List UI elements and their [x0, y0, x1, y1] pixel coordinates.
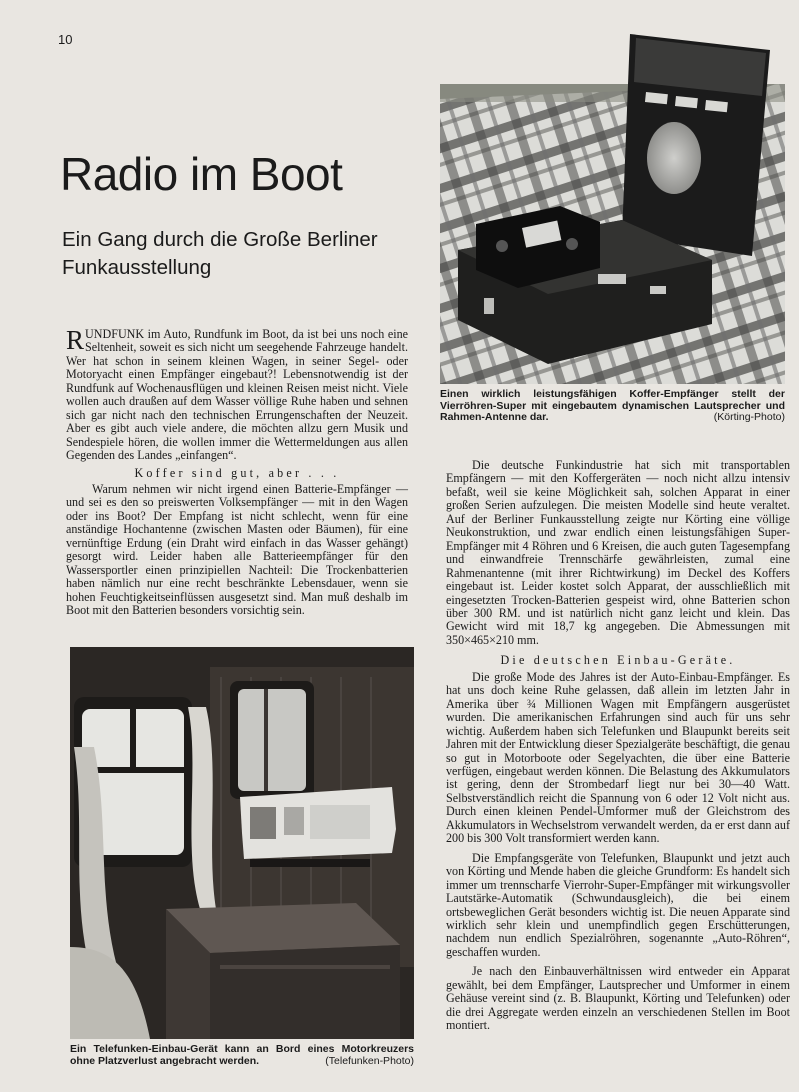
photo-bottom-credit: (Telefunken-Photo): [325, 1054, 414, 1067]
einbau-photo-illustration: [70, 647, 414, 1039]
intro-text: UNDFUNK im Auto, Rundfunk im Boot, da ist bei uns noch eine Seltenheit, soweit es sich nicht um seegehende Fahrzeuge handelt. Wer hat schon in seinem kleinen Wagen, in seiner Segel- oder Motoryacht einen Empfänger eingebaut?! Lebensnotwendig ist der Rundfunk auf Wochenausflügen und kleinen Reisen meist nicht. Viele wollen auch draußen auf dem Wasser völlige Ruhe haben und sehnen sich gar nicht nach den technischen Errungenschaften der Neuzeit. Aber es gibt auch viele andere, die möchten allzu gern Musik und Sendespiele hören, die wollen immer die Wettermeldungen aus allen Gegenden des Landes „einfangen“.: [66, 327, 408, 463]
photo-top-credit: (Körting-Photo): [713, 411, 785, 424]
section-heading-einbau: Die deutschen Einbau-Geräte.: [500, 653, 736, 668]
photo-bottom-caption-text: Ein Telefunken-Einbau-Gerät kann an Bord eines Motorkreuzers ohne Platzverlust angebracht werden.: [70, 1043, 414, 1067]
intro-paragraph: [66, 325, 408, 463]
einbauverhaeltnisse-paragraph: Je nach den Einbauverhältnissen wird entweder ein Apparat gewählt, bei dem Empfänger, Lautsprecher und Umformer in einem Gehäuse vereint sind (z. B. Blaupunkt, Körting und Telefunken) oder die drei Aggregate werden einzeln an verschiedenen Stellen im Boot montiert.: [446, 964, 790, 1033]
page-number: 10: [58, 32, 73, 47]
koffer-industry-paragraph: Die deutsche Funkindustrie hat sich mit transportablen Empfängern — mit den Koffergeräten — noch nicht allzu intensiv befaßt, weil sie keine Möglichkeit sah, solchen Apparat in einer großen Serien aufzulegen. Die meisten Modelle sind heute veraltet. Auf der Berliner Funkausstellung zeigte nur Körting eine völlige Neukonstruktion, und zwar endlich einen leistungsfähigen Super-Empfänger mit 4 Röhren und 6 Kreisen, die auch guten Tagesempfang und einwandfreie Trennschärfe gewährleisten, zumal eine Rahmenantenne (mit ihrer Richtwirkung) im Deckel des Koffers eingebaut ist. Leider kostet solch Apparat, der ausschließlich mit eingesetzten Trocken-Batterien gespeist wird, ohne Batterien schon über 300 RM. und ist natürlich nicht ganz leicht und klein. Das Gewicht wird mit 18,7 kg angegeben. Die Abmessungen mit 350×465×210 mm.: [446, 458, 790, 647]
empfangsgeraete-paragraph: Die Empfangsgeräte von Telefunken, Blaupunkt und jetzt auch von Körting und Mende haben die gleiche Grundform: Es handelt sich immer um trennscharfe Vierrohr-Super-Empfänger mit wirkungsvoller Lautstärke-Automatik (Schwundausgleich), die bei einem ortsbeweglichen Gerät besonders wichtig ist. Die neuen Apparate sind wirklich sehr klein und unempfindlich gegen Erschütterungen, nachdem nun endlich Spezialröhren, sogenannte „Auto-Röhren“, geschaffen wurden.: [446, 850, 790, 959]
photo-bottom-caption: [70, 1044, 414, 1067]
article-subtitle: Ein Gang durch die Große Berliner Funkausstellung: [62, 228, 378, 279]
photo-top-caption-text: Einen wirklich leistungsfähigen Koffer-Empfänger stellt der Vierröhren-Super mit eingebautem dynamischen Lautsprecher und Rahmen-Antenne dar.: [440, 388, 785, 424]
photo-top-caption: [440, 389, 785, 424]
section-heading-koffer: Koffer sind gut, aber . . .: [134, 465, 340, 480]
koffer-photo-illustration: [440, 24, 785, 384]
batterie-paragraph: Warum nehmen wir nicht irgend einen Batterie-Empfänger — und sei es den so preiswerten Volksempfänger — mit in den Wagen oder ins Boot? Der Empfang ist nicht schlecht, wenn für eine anständige Hochantenne (zwischen Masten oder Bäumen), für eine vernünftige Erdung (ein Draht wird einfach in das Wasser gehängt) gesorgt wird. Leider haben alle Batterieempfänger für den Wassersportler einen prinzipiellen Nachteil: Die Trockenbatterien haben nämlich nur eine recht beschränkte Lebensdauer, wenn sie hohen Feuchtigkeitseinflüssen ausgesetzt sind. Man muß deshalb im Boot mit den Batterien besonders vorsichtig sein.: [66, 481, 408, 618]
photo-einbau-geraet: [70, 647, 414, 1039]
right-column: [446, 459, 790, 1033]
article-title: Radio im Boot: [60, 148, 343, 200]
auto-einbau-paragraph: Die große Mode des Jahres ist der Auto-Einbau-Empfänger. Es hat uns doch keine Ruhe gelassen, daß allein im letzten Jahr in Amerika über ¾ Millionen Wagen mit Empfängern ausgerüstet wurden. Die amerikanischen Erfahrungen sind auch für uns sehr wichtig. Außerdem haben sich Telefunken und Blaupunkt bereits seit Jahren mit der Entwicklung dieser Spezialgeräte beschäftigt, die genau so gut in Motorboote oder Segelyachten, die über eine Batterie verfügen, eingebaut werden können. Die Belastung des Akkumulators ist gering, denn der Strombedarf liegt nur bei 30—40 Watt. Selbstverständlich reicht die Spannung von 6 oder 12 Volt nicht aus. Durch einen kleinen Pendel-Umformer muß der Gleichstrom des Akkumulators in Wechselstrom verwandelt werden, da er erst dann auf 200 bis 300 Volt transformiert werden kann.: [446, 669, 790, 846]
photo-koffer-empfaenger: [440, 24, 785, 384]
left-column: [66, 325, 408, 618]
drop-cap: R: [66, 325, 85, 355]
